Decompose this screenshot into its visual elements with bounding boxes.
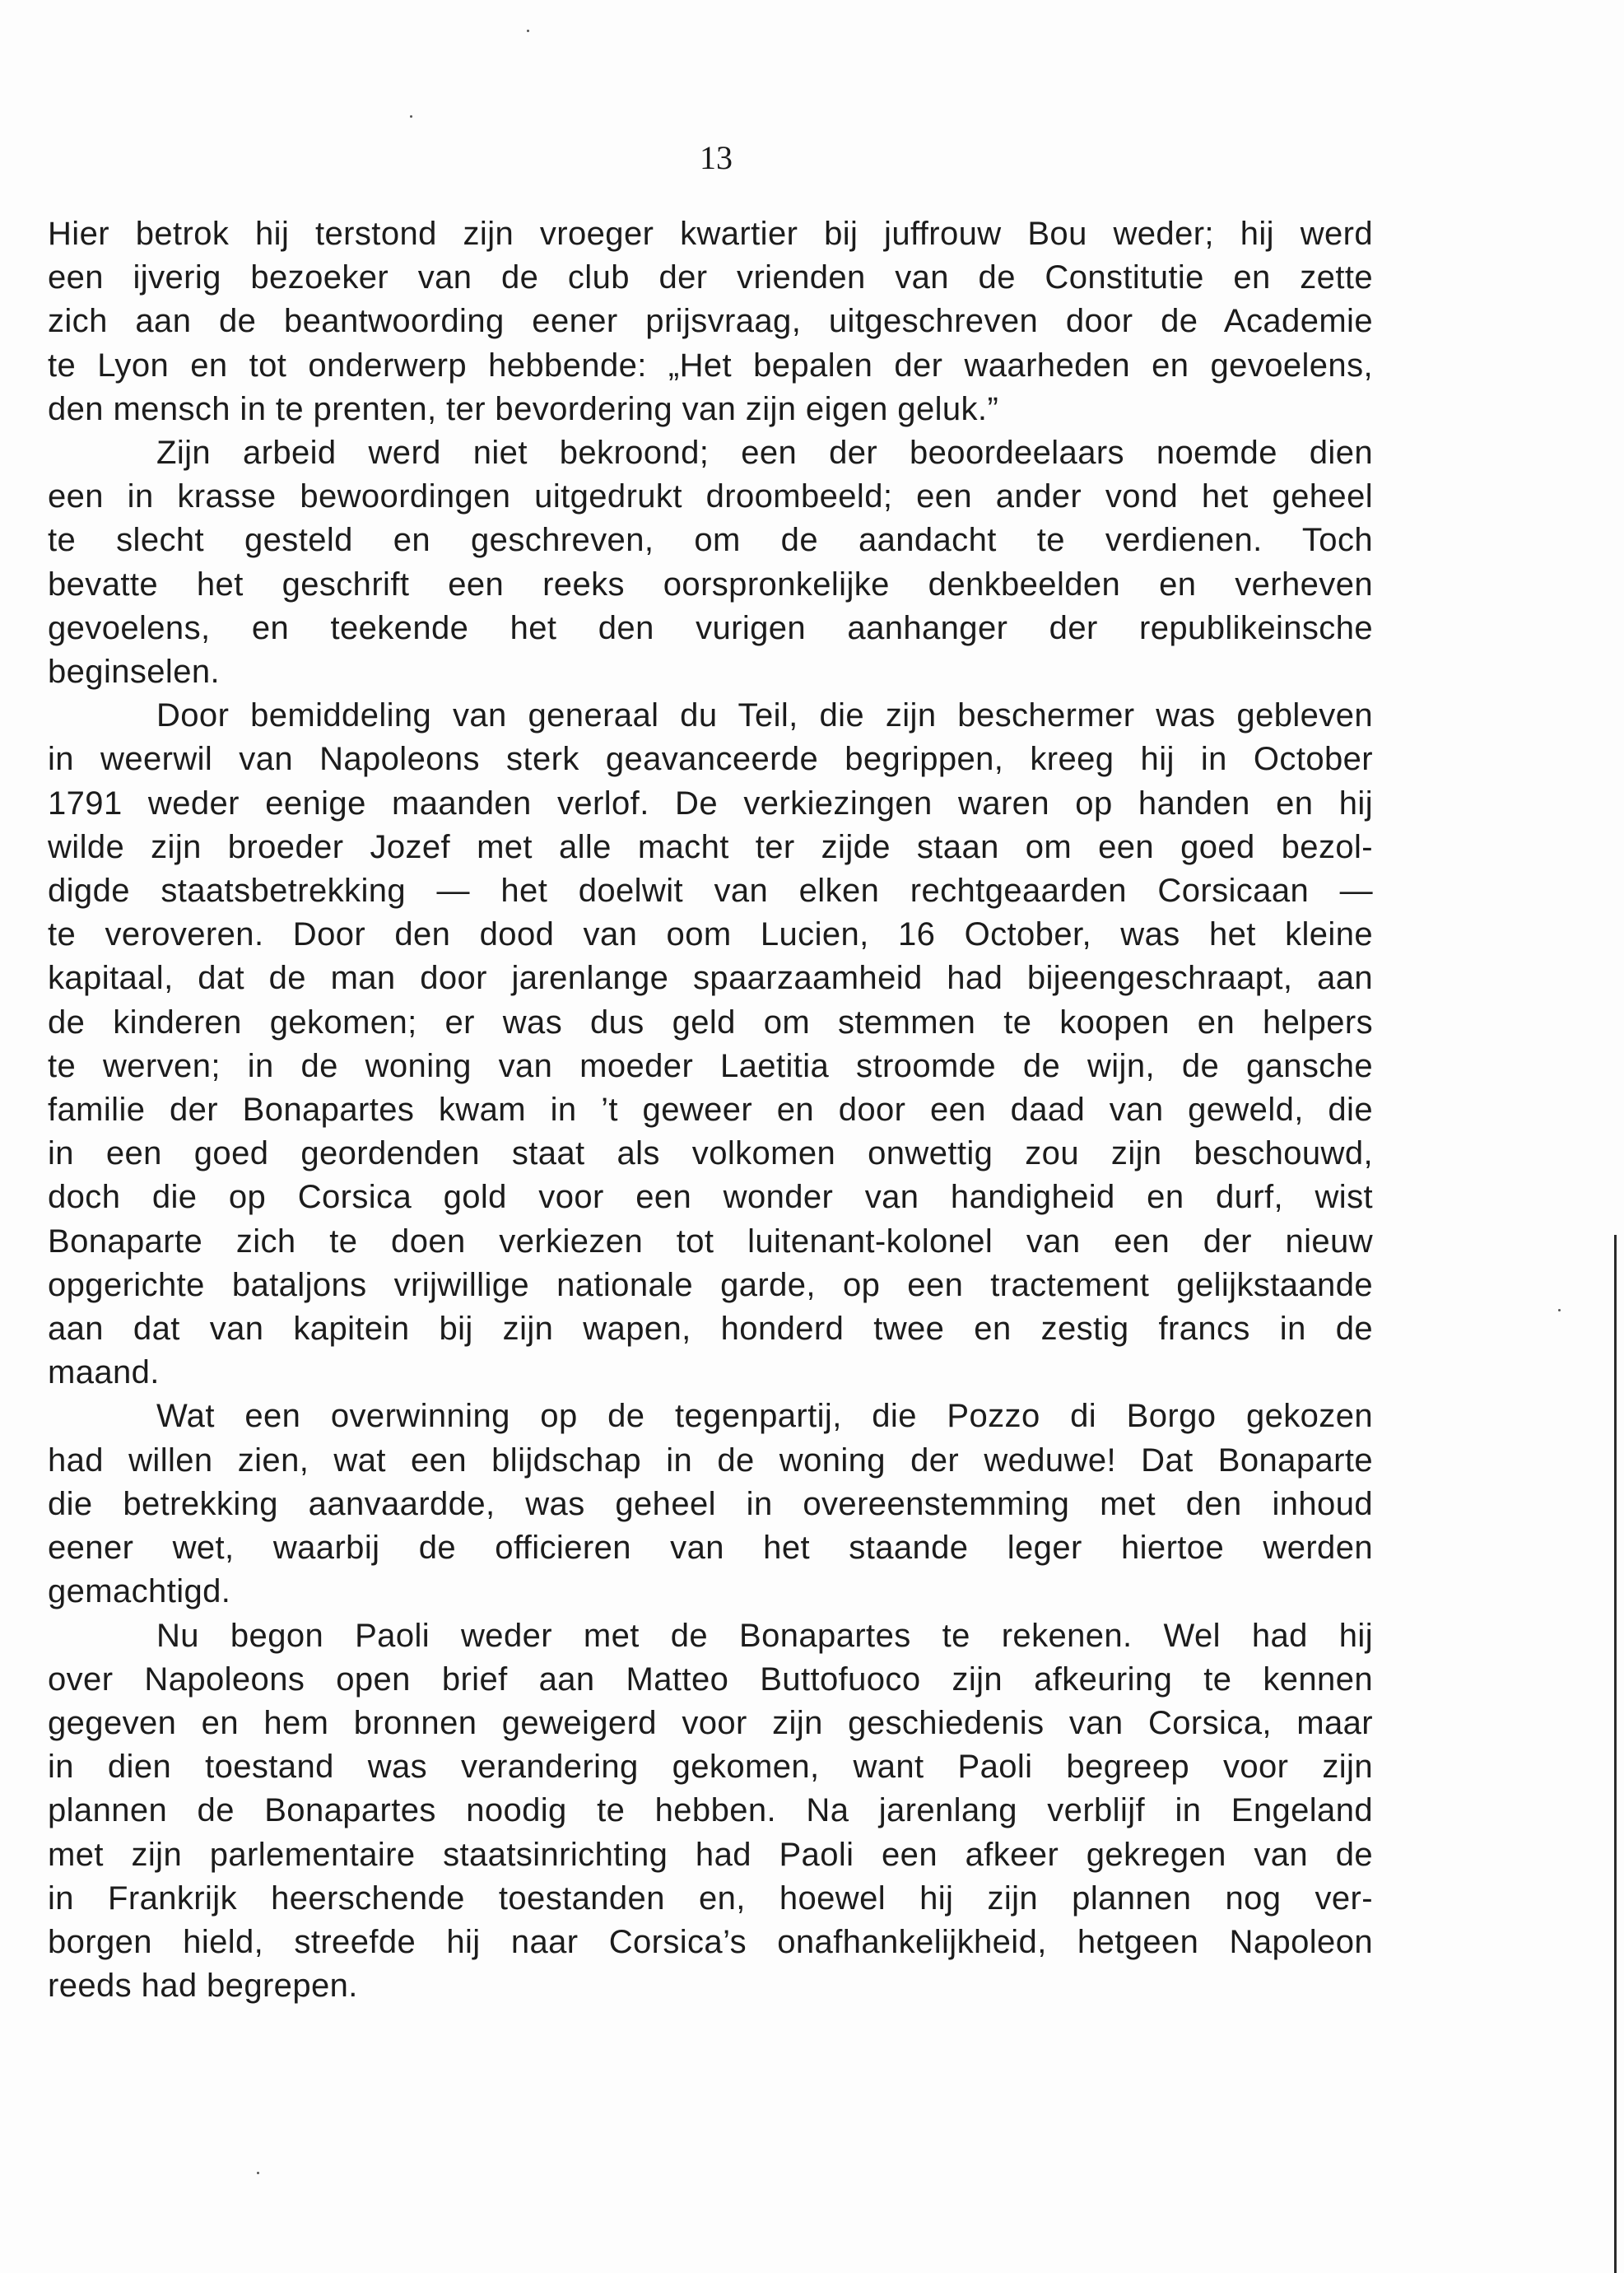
paragraph bbox=[48, 212, 1373, 431]
text-line: te Lyon en tot onderwerp hebbende: „Het bepalen der waarheden en gevoelens, bbox=[48, 347, 1373, 384]
text-line: Zijn arbeid werd niet bekroond; een der beoordeelaars noemde dien bbox=[156, 435, 1373, 472]
text-line: aan dat van kapitein bij zijn wapen, honderd twee en zestig francs in de bbox=[48, 1311, 1373, 1348]
text-line: had willen zien, wat een blijdschap in de woning der weduwe! Dat Bonaparte bbox=[48, 1442, 1373, 1479]
text-line: een ijverig bezoeker van de club der vrienden van de Constitutie en zette bbox=[48, 259, 1373, 296]
text-line: plannen de Bonapartes noodig te hebben. Na jarenlang verblijf in Engeland bbox=[48, 1792, 1373, 1829]
text-line: Door bemiddeling van generaal du Teil, die zijn beschermer was gebleven bbox=[156, 697, 1373, 734]
text-line: digde staatsbetrekking — het doelwit van elken rechtgeaarden Corsicaan — bbox=[48, 873, 1373, 910]
text-line: een in krasse bewoordingen uitgedrukt droombeeld; een ander vond het geheel bbox=[48, 478, 1373, 515]
text-line: in Frankrijk heerschende toestanden en, hoewel hij zijn plannen nog ver- bbox=[48, 1879, 1373, 1917]
text-line: familie der Bonapartes kwam in ’t geweer en door een daad van geweld, die bbox=[48, 1092, 1373, 1129]
text-line: den mensch in te prenten, ter bevordering van zijn eigen geluk.” bbox=[48, 390, 999, 427]
scan-speck bbox=[257, 2172, 259, 2174]
paragraph bbox=[48, 1395, 1373, 1614]
text-line: gevoelens, en teekende het den vurigen aanhanger der republikeinsche bbox=[48, 609, 1373, 646]
text-line: Wat een overwinning op de tegenpartij, die Pozzo di Borgo gekozen bbox=[156, 1398, 1373, 1435]
text-line: in weerwil van Napoleons sterk geavanceerde begrippen, kreeg hij in October bbox=[48, 741, 1373, 778]
text-line: gegeven en hem bronnen geweigerd voor zijn geschiedenis van Corsica, maar bbox=[48, 1704, 1373, 1741]
paragraph bbox=[48, 694, 1373, 1395]
text-line: met zijn parlementaire staatsinrichting had Paoli een afkeer gekregen van de bbox=[48, 1836, 1373, 1873]
text-line: doch die op Corsica gold voor een wonder van handigheid en durf, wist bbox=[48, 1179, 1373, 1216]
paragraph bbox=[48, 1614, 1373, 2009]
text-line: in een goed geordenden staat als volkomen onwettig zou zijn beschouwd, bbox=[48, 1135, 1373, 1172]
text-line: gemachtigd. bbox=[48, 1573, 231, 1610]
text-line: wilde zijn broeder Jozef met alle macht ter zijde staan om een goed bezol- bbox=[48, 828, 1373, 865]
text-line: maand. bbox=[48, 1354, 160, 1391]
text-line: beginselen. bbox=[48, 654, 221, 691]
text-line: kapitaal, dat de man door jarenlange spaarzaamheid had bijeengeschraapt, aan bbox=[48, 960, 1373, 997]
text-line: bevatte het geschrift een reeks oorspronkelijke denkbeelden en verheven bbox=[48, 566, 1373, 603]
scan-speck bbox=[527, 30, 529, 32]
scan-speck bbox=[1558, 1309, 1561, 1311]
text-line: 1791 weder eenige maanden verlof. De verkiezingen waren op handen en hij bbox=[48, 785, 1373, 822]
paragraph bbox=[48, 431, 1373, 694]
text-line: zich aan de beantwoording eener prijsvraag, uitgeschreven door de Academie bbox=[48, 303, 1373, 340]
text-line: de kinderen gekomen; er was dus geld om stemmen te koopen en helpers bbox=[48, 1004, 1373, 1041]
page-number: 13 bbox=[700, 139, 733, 176]
text-line: borgen hield, streefde hij naar Corsica’s onafhankelijkheid, hetgeen Napoleon bbox=[48, 1923, 1373, 1960]
text-line: te werven; in de woning van moeder Laetitia stroomde de wijn, de gansche bbox=[48, 1047, 1373, 1084]
text-line: over Napoleons open brief aan Matteo Buttofuoco zijn afkeuring te kennen bbox=[48, 1661, 1373, 1698]
page-edge-rule bbox=[1614, 1235, 1617, 2273]
text-line: Bonaparte zich te doen verkiezen tot luitenant-kolonel van een der nieuw bbox=[48, 1223, 1373, 1260]
text-line: te veroveren. Door den dood van oom Lucien, 16 October, was het kleine bbox=[48, 916, 1373, 953]
text-line: in dien toestand was verandering gekomen, want Paoli begreep voor zijn bbox=[48, 1749, 1373, 1786]
text-line: opgerichte bataljons vrijwillige nationale garde, op een tractement gelijkstaande bbox=[48, 1266, 1373, 1303]
text-line: eener wet, waarbij de officieren van het staande leger hiertoe werden bbox=[48, 1530, 1373, 1567]
text-line: te slecht gesteld en geschreven, om de aandacht te verdienen. Toch bbox=[48, 522, 1373, 559]
body-text bbox=[48, 212, 1373, 2008]
text-line: die betrekking aanvaardde, was geheel in overeenstemming met den inhoud bbox=[48, 1485, 1373, 1522]
text-line: reeds had begrepen. bbox=[48, 1968, 358, 2005]
text-line: Hier betrok hij terstond zijn vroeger kwartier bij juffrouw Bou weder; hij werd bbox=[48, 216, 1373, 252]
scan-speck bbox=[410, 115, 412, 118]
text-line: Nu begon Paoli weder met de Bonapartes te rekenen. Wel had hij bbox=[156, 1617, 1373, 1654]
